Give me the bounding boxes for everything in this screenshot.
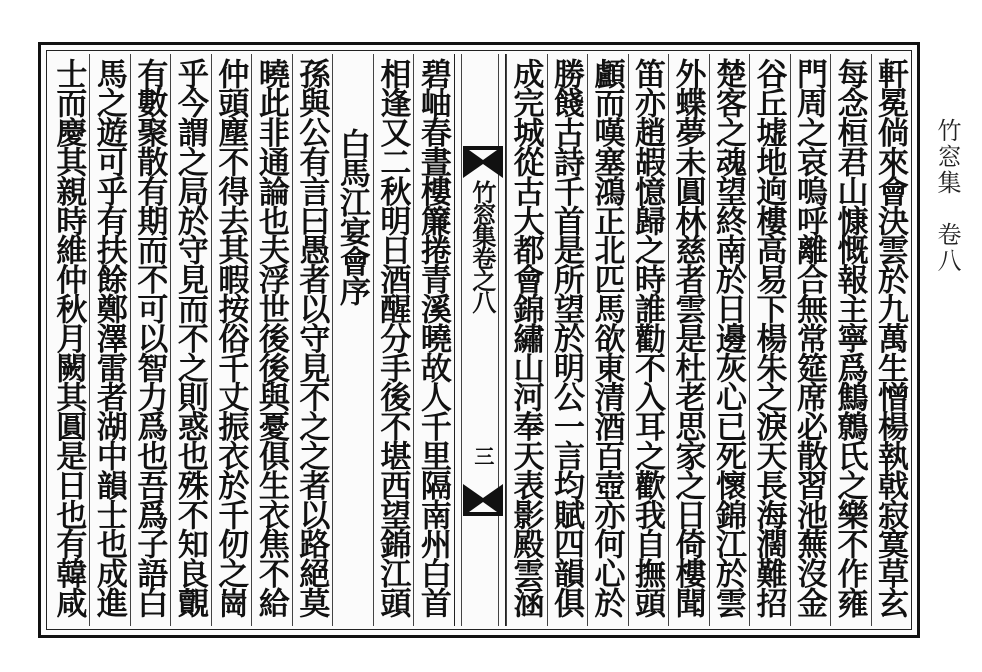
center-fold-column <box>454 54 506 626</box>
center-page-number: 三 <box>470 446 495 466</box>
text-column-l2: 相逢又二秋明日酒醒分手後不堪西望錦江頭 <box>373 54 414 626</box>
text-column-l10: 士而慶其親時維仲秋月闕其圓是日也有韓咸 <box>50 58 87 617</box>
text-column-l7: 乎今謂之局於守見而不之則惑也殊不知良覿 <box>170 54 211 626</box>
text-column-l6: 仲頭塵不得去其暇按俗千丈振衣於千仞之崗 <box>211 54 252 626</box>
text-column-l4: 孫與公有言曰愚者以守見不之之者以路絕莫 <box>292 54 333 626</box>
text-column-r6: 外蝶夢未圓林慈者雲是杜老思家之日倚樓聞 <box>668 54 709 626</box>
fish-tail-ornament-bottom <box>463 484 503 516</box>
fish-tail-ornament-top <box>463 146 503 178</box>
text-column-r9: 勝餞古詩千首是所望於明公一言均賦四韻俱 <box>547 54 588 626</box>
text-column-r4: 谷丘墟地逈樓高易下楊朱之淚天長海濶難招 <box>749 54 790 626</box>
text-columns <box>49 54 911 626</box>
text-column-l5: 曉此非通論也夫浮世後後與憂俱生衣焦不給 <box>251 54 292 626</box>
center-book-title: 竹窓集卷之八 <box>467 180 497 312</box>
text-column-r1: 軒冕倘來會決雲於九萬生憎楊執戟寂寞草玄 <box>871 54 912 626</box>
text-column-l9: 馬之遊可乎有扶餘鄭澤雷者湖中韻士也成進 <box>89 54 130 626</box>
center-rule-left <box>461 54 462 626</box>
text-column-r8: 顱而嘆塞鴻正北匹馬欲東清酒百壺亦何心於 <box>587 54 628 626</box>
section-title-column: 白馬江宴會序 <box>332 54 373 626</box>
book-side-label: 竹窓集 卷八 <box>933 118 961 274</box>
text-column-l8: 有數聚散有期而不可以智力爲也吾爲子語白 <box>130 54 171 626</box>
text-column-l1: 碧岫春晝樓簾捲青溪曉故人千里隔南州白首 <box>413 54 454 626</box>
text-column-r7: 笛亦趙嘏憶歸之時誰勸不入耳之歡我自撫頭 <box>628 54 669 626</box>
text-column-r5: 楚客之魂望終南於日邊灰心已死懷錦江於雲 <box>709 54 750 626</box>
text-column-r2: 每念桓君山慷慨報主寧爲鷦鷯氏之樂不作雍 <box>830 54 871 626</box>
center-rule-right <box>498 54 499 626</box>
text-column-r3: 門周之哀嗚呼離合無常筵席必散習池蕪沒金 <box>790 54 831 626</box>
text-column-r10: 成完城從古大都會錦繡山河奉天表影殿雲涵 <box>506 54 547 626</box>
